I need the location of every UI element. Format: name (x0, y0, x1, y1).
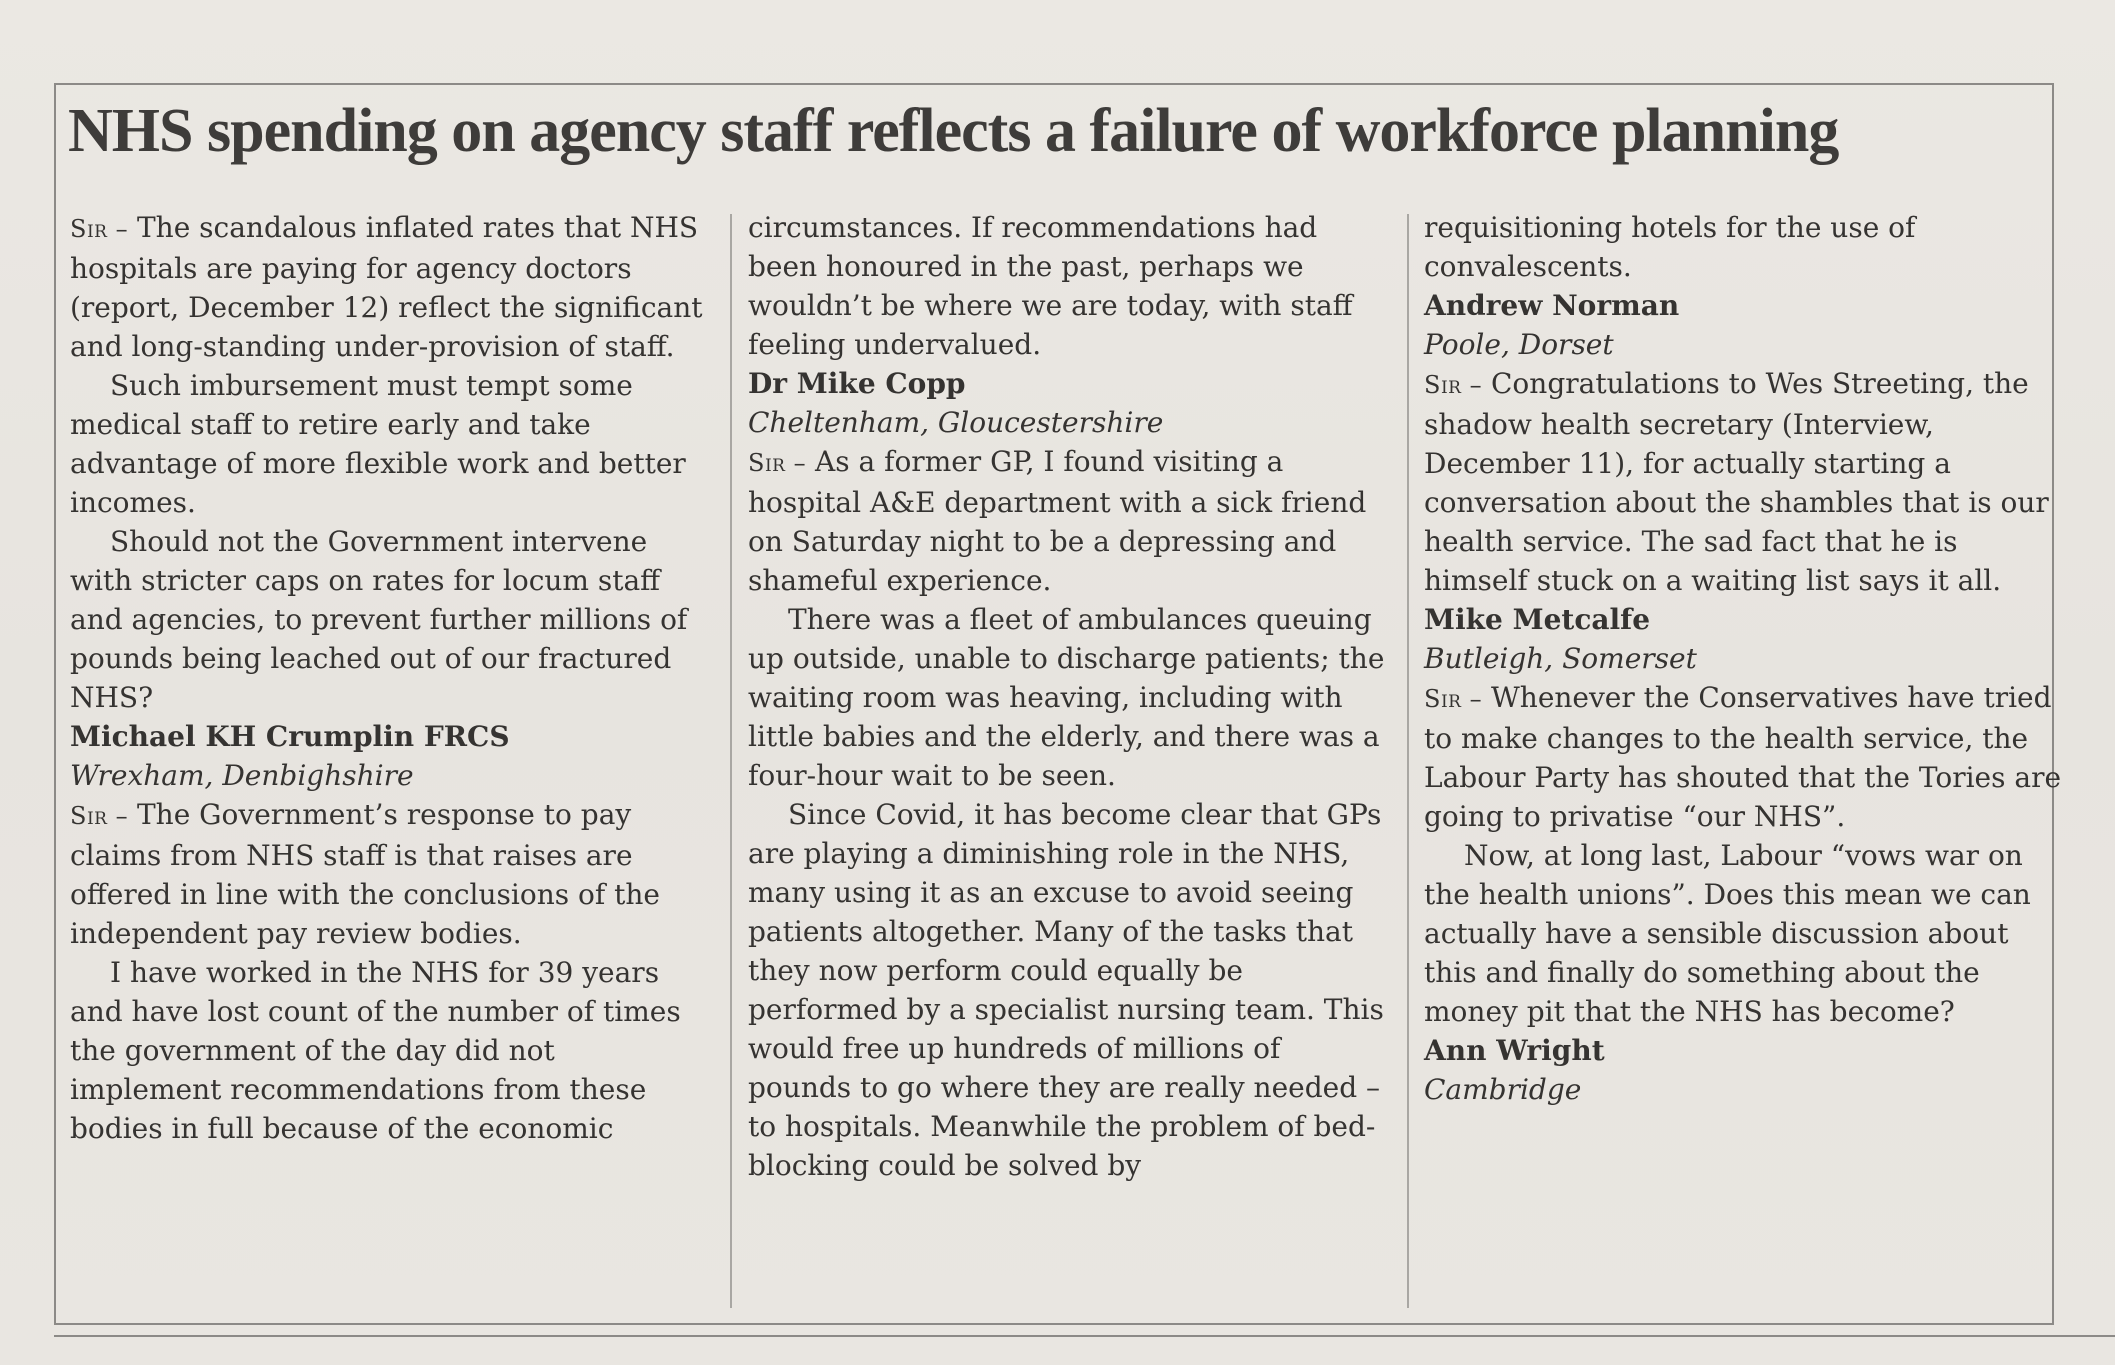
letter-2-paragraph-2: I have worked in the NHS for 39 years and have lost count of the number of times the government of the day did not implement recommendations from these bodies in full because of the economic (70, 956, 681, 1145)
letter-4-paragraph-1: Sir – Congratulations to Wes Streeting, the shadow health secretary (Interview, December 11), for actually starting a conversation about the shambles that is our health service. The sad fact that he is himself stuck on a waiting list says it all. (1424, 367, 2049, 597)
letter-1-paragraph-1: Sir – The scandalous inflated rates that NHS hospitals are paying for agency doctors (report, December 12) reflect the significant and long-standing under-provision of staff. (70, 211, 703, 363)
letter-4-author: Mike Metcalfe (1424, 603, 1651, 636)
sir-label: Sir – (1424, 685, 1483, 713)
letter-3-paragraph-2: There was a fleet of ambulances queuing up outside, unable to discharge patients; the waiting room was heaving, including with little babies and the elderly, and there was a four-hour wait to be seen. (748, 603, 1385, 792)
headline: NHS spending on agency staff reflects a failure of workforce planning (68, 97, 1839, 165)
letter-3-author: Andrew Norman (1424, 289, 1680, 322)
letter-1-paragraph-3: Should not the Government intervene with stricter caps on rates for locum staff and agencies, to prevent further millions of pounds being leached out of our fractured NHS? (70, 525, 688, 714)
letter-5-location: Cambridge (1424, 1073, 1582, 1106)
letter-2-location: Cheltenham, Gloucestershire (748, 406, 1164, 439)
sir-label: Sir – (70, 215, 129, 243)
letter-3-paragraph-1: Sir – As a former GP, I found visiting a hospital A&E department with a sick friend on Saturday night to be a depressing and shameful experience. (748, 445, 1367, 597)
letter-1-location: Wrexham, Denbighshire (70, 759, 414, 792)
letter-5-paragraph-2: Now, at long last, Labour “vows war on the health unions”. Does this mean we can actually have a sensible discussion about this and finally do something about the money pit that the NHS has become? (1424, 839, 2031, 1028)
letter-3-paragraph-3-continued: requisitioning hotels for the use of convalescents. (1424, 211, 1916, 283)
letter-3-paragraph-3: Since Covid, it has become clear that GPs are playing a diminishing role in the NHS, many using it as an excuse to avoid seeing patients altogether. Many of the tasks that they now perform could equally be performed by a specialist nursing team. This would free up hundreds of millions of pounds to go where they are really needed – to hospitals. Meanwhile the problem of bed-blocking could be solved by (748, 798, 1384, 1182)
column-3 (1424, 208, 2064, 1109)
letter-3-location: Poole, Dorset (1424, 328, 1614, 361)
letter-2-paragraph-1: Sir – The Government’s response to pay claims from NHS staff is that raises are offered in line with the conclusions of the independent pay review bodies. (70, 798, 660, 950)
sir-label: Sir – (748, 449, 807, 477)
column-1 (70, 208, 710, 1148)
letter-2-paragraph-2-continued: circumstances. If recommendations had been honoured in the past, perhaps we wouldn’t be where we are today, with staff feeling undervalued. (748, 211, 1353, 361)
letter-2-author: Dr Mike Copp (748, 367, 966, 400)
column-2 (748, 208, 1388, 1185)
letter-1-author: Michael KH Crumplin FRCS (70, 720, 510, 753)
sir-label: Sir – (70, 802, 129, 830)
letter-5-paragraph-1: Sir – Whenever the Conservatives have tried to make changes to the health service, the Labour Party has shouted that the Tories are going to privatise “our NHS”. (1424, 681, 2062, 833)
column-divider (1407, 214, 1409, 1308)
column-divider (730, 214, 732, 1308)
letter-1-paragraph-2: Such imbursement must tempt some medical staff to retire early and take advantage of more flexible work and better incomes. (70, 369, 686, 519)
letter-4-location: Butleigh, Somerset (1424, 642, 1697, 675)
sir-label: Sir – (1424, 371, 1483, 399)
bottom-rule (54, 1335, 2115, 1337)
letter-5-author: Ann Wright (1424, 1034, 1605, 1067)
